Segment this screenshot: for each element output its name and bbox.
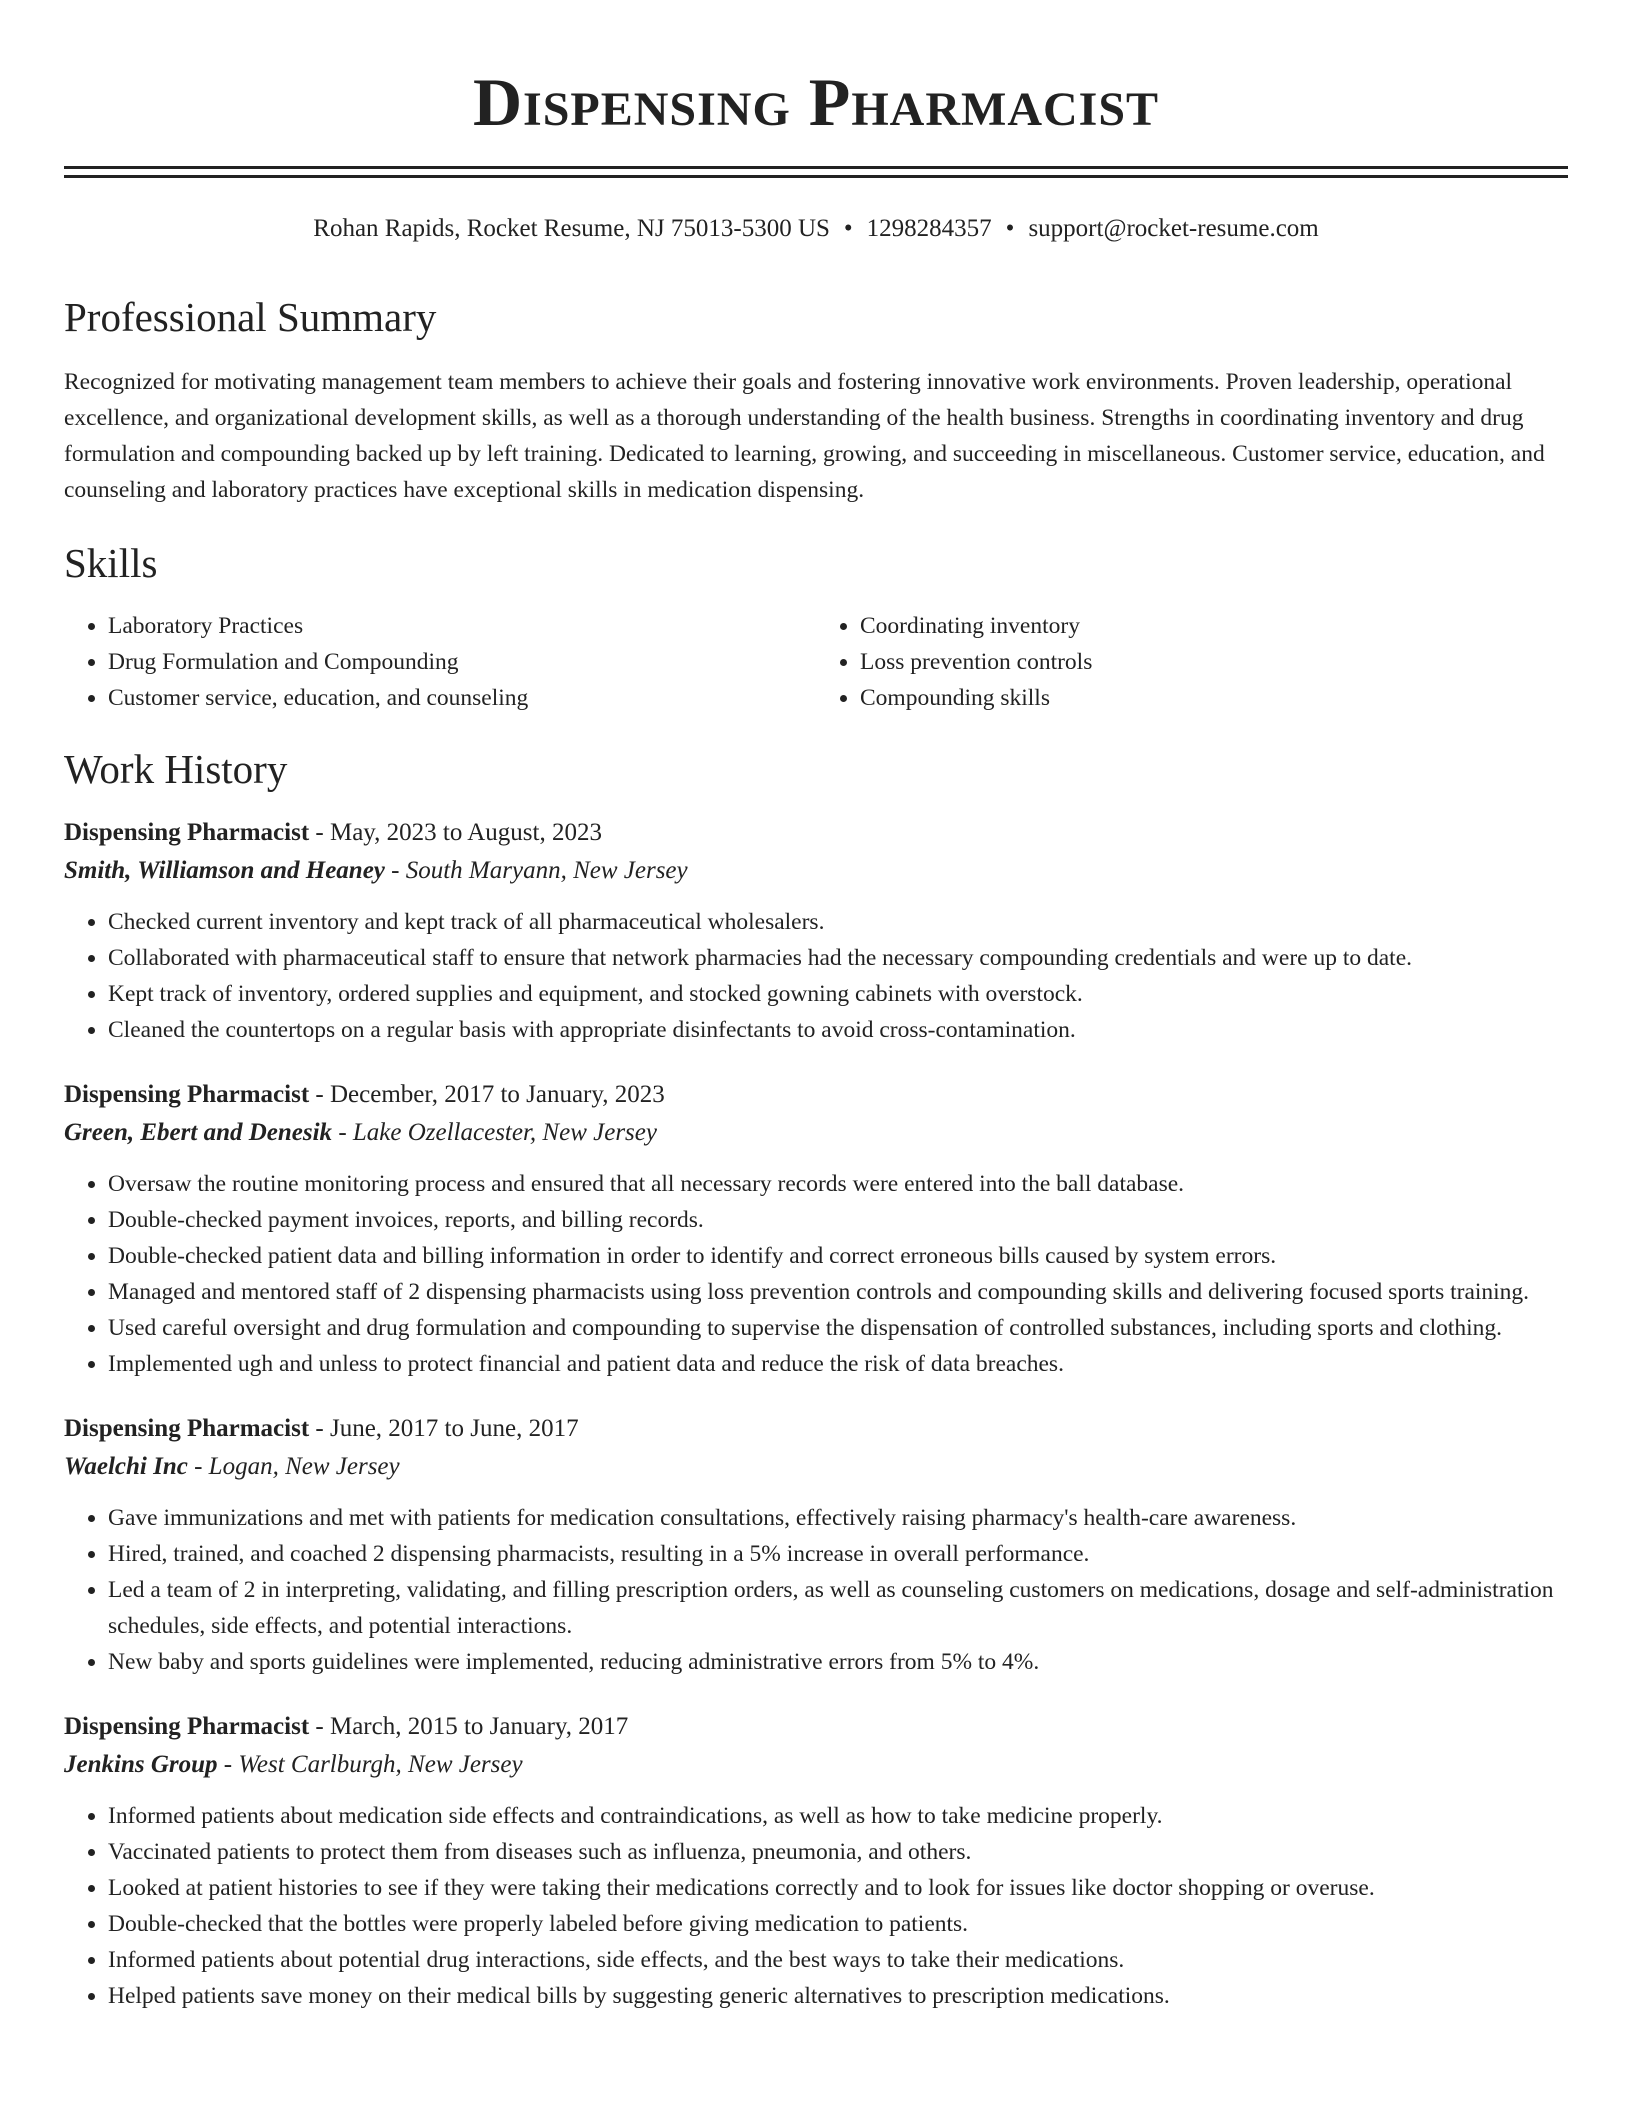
job-bullet: • Helped patients save money on their medical bills by suggesting generic alternatives to prescription medications. xyxy=(108,1978,1568,2014)
job-bullet: • Implemented ugh and unless to protect financial and patient data and reduce the risk of data breaches. xyxy=(108,1346,1568,1382)
job-company: Smith, Williamson and Heaney xyxy=(64,857,385,884)
job-title: Dispensing Pharmacist xyxy=(64,819,310,846)
resume-title: Dispensing Pharmacist xyxy=(472,64,1160,140)
job-bullet: • Used careful oversight and drug formulation and compounding to supervise the dispensation of controlled substances, including sports and clothing. xyxy=(108,1310,1568,1346)
skills-column-right xyxy=(816,608,1568,716)
job-bullet: • Managed and mentored staff of 2 dispensing pharmacists using loss prevention controls and compounding skills and delivering focused sports training. xyxy=(108,1274,1568,1310)
job-company-line xyxy=(64,1746,1568,1784)
title-divider-thick xyxy=(64,166,1568,169)
skills-column-left xyxy=(64,608,816,716)
job-dates: - December, 2017 to January, 2023 xyxy=(309,1081,665,1108)
job-header xyxy=(64,1076,1568,1114)
job-bullet: • Gave immunizations and met with patients for medication consultations, effectively raising pharmacy's health-care awareness. xyxy=(108,1500,1568,1536)
skill-item: • Loss prevention controls xyxy=(860,644,1568,680)
job-bullets xyxy=(64,1500,1568,1680)
job-header xyxy=(64,1410,1568,1448)
title-divider-thin xyxy=(64,175,1568,178)
contact-separator: • xyxy=(843,215,853,242)
job-bullet: • Led a team of 2 in interpreting, validating, and filling prescription orders, as well as counseling customers on medications, dosage and self-administration schedules, side effects, and potential interactions. xyxy=(108,1572,1568,1644)
job-bullet: • Informed patients about potential drug interactions, side effects, and the best ways to take their medications. xyxy=(108,1942,1568,1978)
job-bullet: • Checked current inventory and kept track of all pharmaceutical wholesalers. xyxy=(108,904,1568,940)
job-bullet: • Hired, trained, and coached 2 dispensing pharmacists, resulting in a 5% increase in overall performance. xyxy=(108,1536,1568,1572)
job-bullets xyxy=(64,1166,1568,1382)
job-bullet: • Collaborated with pharmaceutical staff to ensure that network pharmacies had the necessary compounding credentials and were up to date. xyxy=(108,940,1568,976)
job-dates: - June, 2017 to June, 2017 xyxy=(309,1415,579,1442)
job-title: Dispensing Pharmacist xyxy=(64,1081,310,1108)
job-entry xyxy=(64,1410,1568,1680)
contact-line xyxy=(64,212,1568,246)
job-bullet: • Double-checked that the bottles were properly labeled before giving medication to patients. xyxy=(108,1906,1568,1942)
contact-email: support@rocket-resume.com xyxy=(1028,215,1319,242)
job-bullet: • Kept track of inventory, ordered supplies and equipment, and stocked gowning cabinets with overstock. xyxy=(108,976,1568,1012)
contact-address: Rohan Rapids, Rocket Resume, NJ 75013-5300 US xyxy=(313,215,830,242)
skill-item: • Laboratory Practices xyxy=(108,608,816,644)
job-entry xyxy=(64,1708,1568,2014)
job-bullet: • Informed patients about medication side effects and contraindications, as well as how to take medicine properly. xyxy=(108,1798,1568,1834)
skill-item: • Coordinating inventory xyxy=(860,608,1568,644)
job-bullet: • Oversaw the routine monitoring process and ensured that all necessary records were entered into the ball database. xyxy=(108,1166,1568,1202)
job-location: - South Maryann, New Jersey xyxy=(384,857,688,884)
job-header xyxy=(64,814,1568,852)
job-entry xyxy=(64,814,1568,1048)
job-bullet: • New baby and sports guidelines were implemented, reducing administrative errors from 5% to 4%. xyxy=(108,1644,1568,1680)
job-location: - Logan, New Jersey xyxy=(187,1453,400,1480)
skills-list xyxy=(64,608,1568,716)
job-title: Dispensing Pharmacist xyxy=(64,1415,310,1442)
skill-item: • Customer service, education, and counseling xyxy=(108,680,816,716)
skill-item: • Drug Formulation and Compounding xyxy=(108,644,816,680)
job-location: - Lake Ozellacester, New Jersey xyxy=(332,1119,657,1146)
job-location: - West Carlburgh, New Jersey xyxy=(217,1751,523,1778)
job-company-line xyxy=(64,1448,1568,1486)
contact-phone: 1298284357 xyxy=(866,215,992,242)
job-bullets xyxy=(64,1798,1568,2014)
job-company: Waelchi Inc xyxy=(64,1453,188,1480)
job-bullet: • Vaccinated patients to protect them from diseases such as influenza, pneumonia, and others. xyxy=(108,1834,1568,1870)
job-bullet: • Cleaned the countertops on a regular basis with appropriate disinfectants to avoid cross-contamination. xyxy=(108,1012,1568,1048)
contact-separator: • xyxy=(1005,215,1015,242)
job-dates: - May, 2023 to August, 2023 xyxy=(309,819,602,846)
job-bullet: • Looked at patient histories to see if they were taking their medications correctly and to look for issues like doctor shopping or overuse. xyxy=(108,1870,1568,1906)
job-bullets xyxy=(64,904,1568,1048)
job-dates: - March, 2015 to January, 2017 xyxy=(309,1713,629,1740)
skill-item: • Compounding skills xyxy=(860,680,1568,716)
job-bullet: • Double-checked payment invoices, reports, and billing records. xyxy=(108,1202,1568,1238)
summary-text: Recognized for motivating management team members to achieve their goals and fostering innovative work environments. Proven leadership, operational excellence, and organizational development skills, as well as a thorough understanding of the health business. Strengths in coordinating inventory and drug formulation and compounding backed up by left training. Dedicated to learning, growing, and succeeding in miscellaneous. Customer service, education, and counseling and laboratory practices have exceptional skills in medication dispensing. xyxy=(64,369,1545,503)
work-history-heading: Work History xyxy=(64,746,288,792)
job-title: Dispensing Pharmacist xyxy=(64,1713,310,1740)
summary-heading: Professional Summary xyxy=(64,294,437,340)
job-bullet: • Double-checked patient data and billing information in order to identify and correct erroneous bills caused by system errors. xyxy=(108,1238,1568,1274)
job-company-line xyxy=(64,852,1568,890)
job-entry xyxy=(64,1076,1568,1382)
job-header xyxy=(64,1708,1568,1746)
job-company-line xyxy=(64,1114,1568,1152)
job-company: Jenkins Group xyxy=(64,1751,218,1778)
job-company: Green, Ebert and Denesik xyxy=(64,1119,333,1146)
skills-heading: Skills xyxy=(64,540,158,586)
